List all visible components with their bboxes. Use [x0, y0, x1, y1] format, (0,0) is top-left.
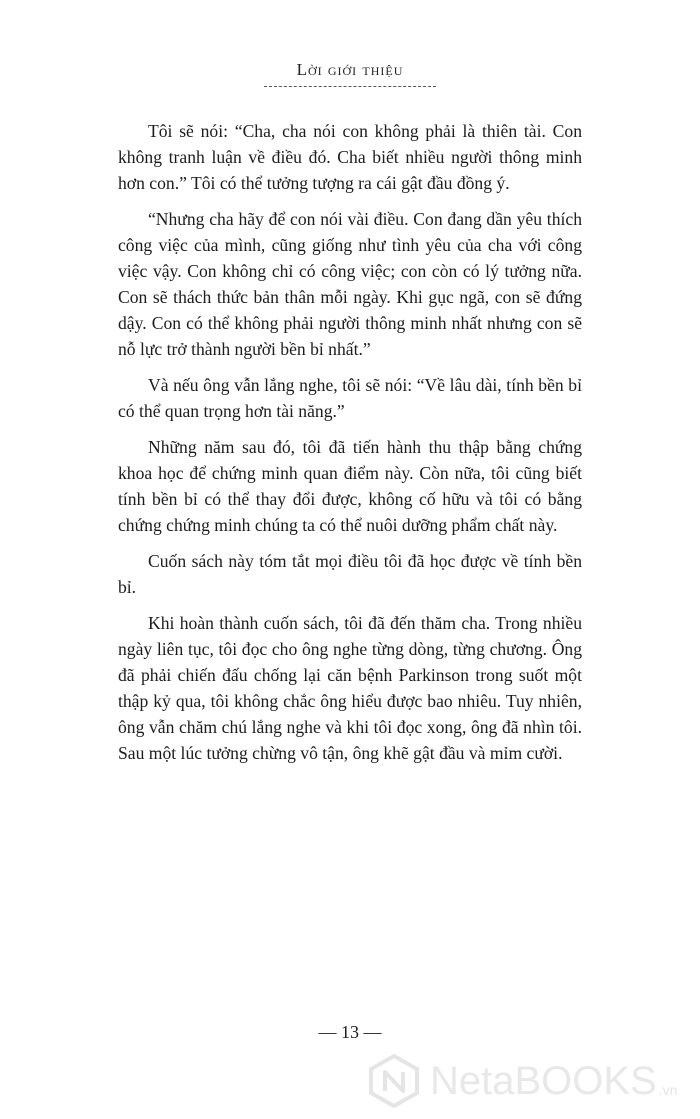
paragraph-1: Tôi sẽ nói: “Cha, cha nói con không phải là thiên tài. Con không tranh luận về điều đó. Cha biết nhiều người thông minh hơn con.” Tôi có thể tưởng tượng ra cái gật đầu đồng ý.: [118, 121, 582, 193]
running-head: [0, 60, 700, 87]
paragraph-2: “Nhưng cha hãy để con nói vài điều. Con đang dần yêu thích công việc của mình, cũng giống như tình yêu của cha với công việc vậy. Con không chỉ có công việc; con còn có lý tưởng nữa. Con sẽ thách thức bản thân mỗi ngày. Khi gục ngã, con sẽ đứng dậy. Con có thể không phải người thông minh nhất nhưng con sẽ nỗ lực trở thành người bền bỉ nhất.”: [118, 209, 582, 359]
chapter-title: Lời giới thiệu: [296, 60, 404, 79]
paragraph-4: Những năm sau đó, tôi đã tiến hành thu thập bằng chứng khoa học để chứng minh quan điểm này. Còn nữa, tôi cũng biết tính bền bỉ có thể thay đổi được, không cố hữu và tôi có bằng chứng chứng minh chúng ta có thể nuôi dưỡng phẩm chất này.: [118, 437, 582, 535]
netabooks-logo-icon: [366, 1053, 422, 1109]
paragraph-5: Cuốn sách này tóm tắt mọi điều tôi đã học được về tính bền bỉ.: [118, 551, 582, 597]
title-underline: [264, 86, 436, 87]
watermark: [366, 1046, 700, 1116]
watermark-brand: NetaBOOKS: [430, 1058, 657, 1103]
page-number: — 13 —: [318, 1022, 382, 1042]
watermark-suffix: .vn: [658, 1082, 678, 1098]
body-text: [118, 118, 582, 776]
paragraph-3: Và nếu ông vẫn lắng nghe, tôi sẽ nói: “Về lâu dài, tính bền bỉ có thể quan trọng hơn tài năng.”: [118, 375, 582, 421]
paragraph-6: Khi hoàn thành cuốn sách, tôi đã đến thăm cha. Trong nhiều ngày liên tục, tôi đọc cho ông nghe từng dòng, từng chương. Ông đã phải chiến đấu chống lại căn bệnh Parkinson trong suốt một thập kỷ qua, tôi không chắc ông hiểu được bao nhiêu. Tuy nhiên, ông vẫn chăm chú lắng nghe và khi tôi đọc xong, ông đã nhìn tôi. Sau một lúc tưởng chừng vô tận, ông khẽ gật đầu và mỉm cười.: [118, 613, 582, 763]
